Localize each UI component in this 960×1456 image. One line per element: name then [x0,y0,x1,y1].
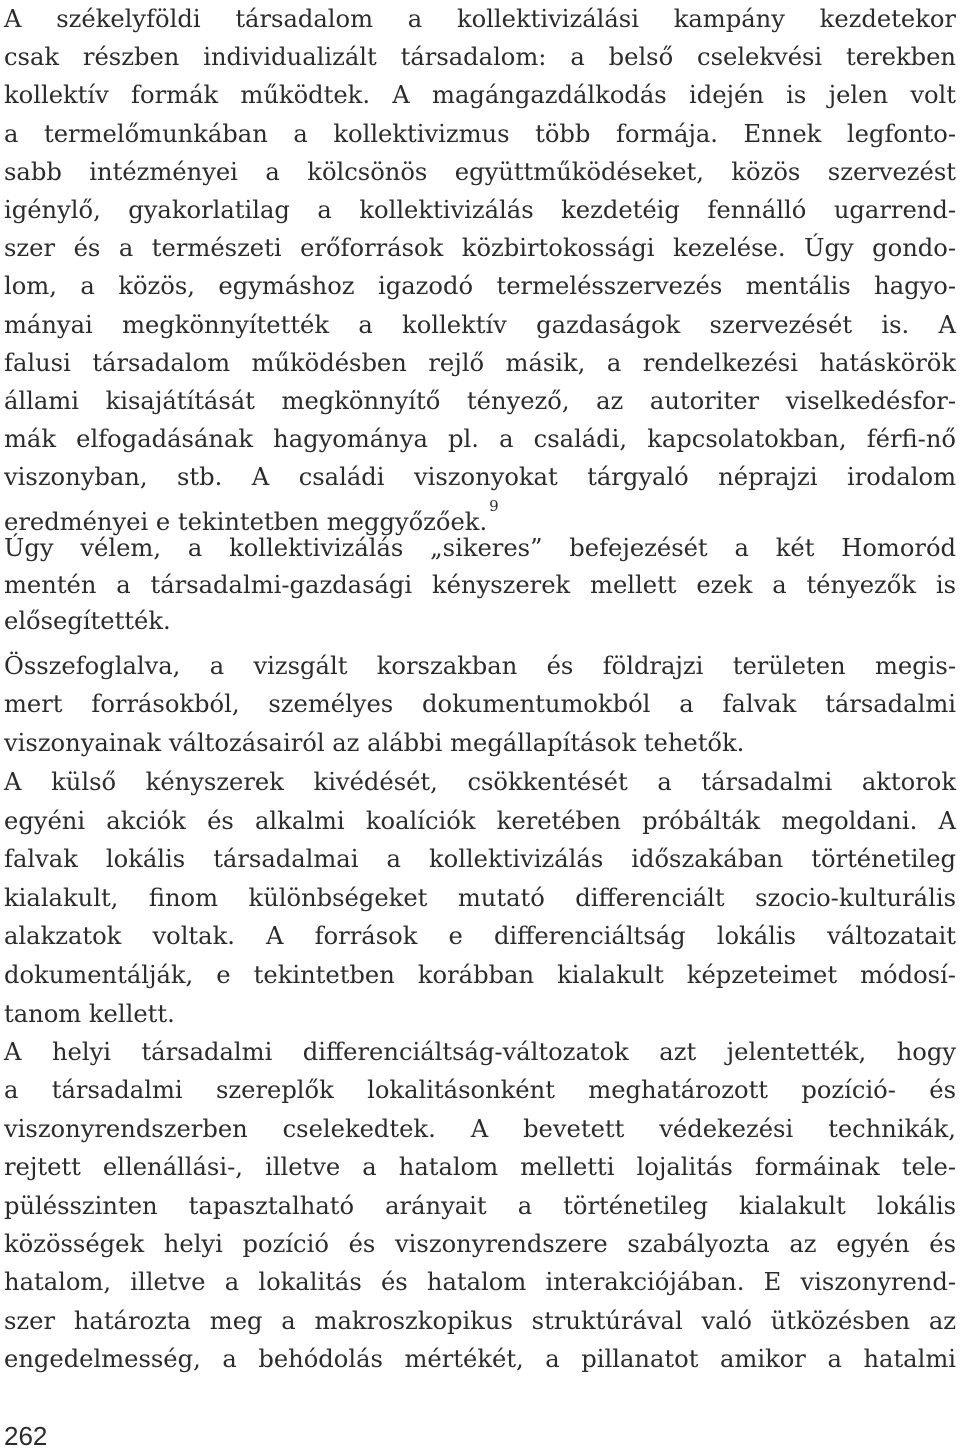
text-line: viszonyrendszerben cselekedtek. A bevetett védekezési technikák, [4,1114,956,1143]
text-line: egyéni akciók és alkalmi koalíciók keretében próbálták megoldani. A [4,806,956,835]
text-line: viszonyban, stb. A családi viszonyokat tárgyaló néprajzi irodalom [4,463,956,492]
text-line: mentén a társadalmi-gazdasági kényszerek mellett ezek a tényezők is [4,570,956,599]
text-line: A külső kényszerek kivédését, csökkentését a társadalmi aktorok [4,768,956,796]
text-line: A helyi társadalmi differenciáltság-változatok azt jelentették, hogy [4,1038,956,1066]
text-line: engedelmesség, a behódolás mértékét, a pillanatot amikor a hatalmi [4,1345,956,1374]
text-line: szer és a természeti erőforrások közbirtokossági kezelése. Úgy gondo- [4,234,956,263]
paragraph [4,647,956,762]
text-line: állami kisajátítását megkönnyítő tényező, az autoriter viselkedésfor- [4,387,956,416]
text-line: a termelőmunkában a kollektivizmus több formája. Ennek legfonto- [4,119,956,148]
text-line: hatalom, illetve a lokalitás és hatalom interakciójában. E viszonyrend- [4,1268,956,1297]
text-line: Úgy vélem, a kollektivizálás „sikeres” befejezését a két Homoród [4,534,956,562]
text-line: csak részben individualizált társadalom: a belső cselekvési terekben [4,43,956,72]
text-line: pülésszinten tapasztalható arányait a történetileg kialakult lokális [4,1191,956,1220]
footnote-reference[interactable]: 9 [489,496,499,515]
text-line: sabb intézményei a kölcsönös együttműködéseket, közös szervezést [4,157,956,186]
text-line: viszonyainak változásairól az alábbi megállapítások tehetők. [4,728,745,757]
paragraph [4,530,956,640]
text-line: mák elfogadásának hagyománya pl. a családi, kapcsolatokban, férfi-nő [4,425,956,454]
text-line: kialakult, finom különbségeket mutató differenciált szocio-kulturális [4,883,956,912]
paragraph [4,0,956,541]
text-line: mert forrásokból, személyes dokumentumokból a falvak társadalmi [4,690,956,719]
text-line: közösségek helyi pozíció és viszonyrendszere szabályozta az egyén és [4,1230,956,1259]
text-line: mányai megkönnyítették a kollektív gazdaságok szervezését is. A [4,310,956,339]
text-line: kollektív formák működtek. A magángazdálkodás idején is jelen volt [4,81,956,110]
paragraph [4,763,956,1033]
text-line: igénylő, gyakorlatilag a kollektivizálás kezdetéig fennálló ugarrend- [4,196,956,225]
text-line: lom, a közös, egymáshoz igazodó termelésszervezés mentális hagyo- [4,272,956,301]
text-line: rejtett ellenállási-, illetve a hatalom melletti lojalitás formáinak tele- [4,1153,956,1182]
paragraph [4,1033,956,1379]
page-number: 262 [4,1421,48,1451]
text-line: falvak lokális társadalmai a kollektivizálás időszakában történetileg [4,845,956,874]
text-line: szer határozta meg a makroszkopikus struktúrával való ütközésben az [4,1306,956,1335]
text-line: Összefoglalva, a vizsgált korszakban és földrajzi területen megis- [4,652,956,680]
text-line: tanom kellett. [4,999,175,1028]
text-line: alakzatok voltak. A források e differenciáltság lokális változatait [4,922,956,951]
text-line: A székelyföldi társadalom a kollektivizálási kampány kezdetekor [4,5,956,33]
text-line: dokumentálják, e tekintetben korábban kialakult képzeteimet módosí- [4,960,956,989]
text-line-content: eredményei e tekintetben meggyőzőek. [4,507,488,536]
text-line: falusi társadalom működésben rejlő másik, a rendelkezési hatáskörök [4,348,956,377]
text-line: a társadalmi szereplők lokalitásonként meghatározott pozíció- és [4,1076,956,1105]
text-line: elősegítették. [4,607,171,635]
